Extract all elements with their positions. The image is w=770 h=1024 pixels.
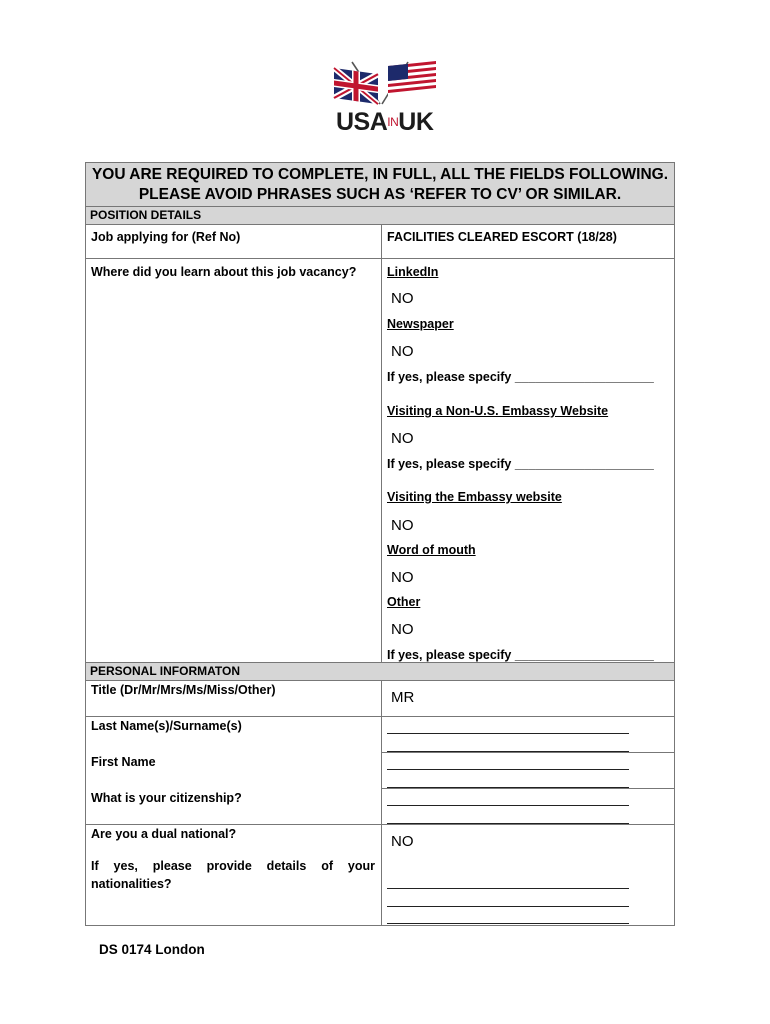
instructions-line-2: PLEASE AVOID PHRASES SUCH AS ‘REFER TO CV’ OR SIMILAR. xyxy=(138,186,622,203)
source-other-label: Other xyxy=(387,595,421,609)
source-word-of-mouth-answer[interactable]: NO xyxy=(391,569,414,586)
citizenship-label: What is your citizenship? xyxy=(91,791,242,805)
divider xyxy=(381,788,674,789)
divider xyxy=(86,716,674,717)
source-linkedin-answer[interactable]: NO xyxy=(391,290,414,307)
instructions-line-1: YOU ARE REQUIRED TO COMPLETE, IN FULL, ALL THE FIELDS FOLLOWING. xyxy=(91,166,669,183)
citizenship-input-line[interactable] xyxy=(387,805,629,806)
section-position-details: POSITION DETAILS xyxy=(86,207,674,224)
source-non-us-embassy-label: Visiting a Non-U.S. Embassy Website xyxy=(387,404,609,418)
last-name-input-line[interactable] xyxy=(387,733,629,734)
dual-national-details-input-line[interactable] xyxy=(387,906,629,907)
dual-national-details-label-line-2: nationalities? xyxy=(91,877,172,891)
divider xyxy=(381,752,674,753)
source-other-specify[interactable]: If yes, please specify ____________________ xyxy=(387,648,654,662)
section-personal-information: PERSONAL INFORMATON xyxy=(86,663,674,680)
dual-national-value[interactable]: NO xyxy=(391,833,414,850)
learn-about-vacancy-label: Where did you learn about this job vacancy? xyxy=(91,265,357,279)
divider xyxy=(86,680,674,681)
first-name-label: First Name xyxy=(91,755,156,769)
source-embassy-website-label: Visiting the Embassy website xyxy=(387,490,562,504)
source-non-us-embassy-specify[interactable]: If yes, please specify ____________________ xyxy=(387,457,654,471)
form-instructions-header xyxy=(86,163,674,207)
source-newspaper-answer[interactable]: NO xyxy=(391,343,414,360)
source-word-of-mouth-label: Word of mouth xyxy=(387,543,476,557)
dual-national-label: Are you a dual national? xyxy=(91,827,237,841)
divider xyxy=(86,824,674,825)
source-newspaper-label: Newspaper xyxy=(387,317,454,331)
application-form xyxy=(85,162,675,926)
source-newspaper-specify[interactable]: If yes, please specify ____________________ xyxy=(387,370,654,384)
dual-national-details-label-line-1: If yes, please provide details of your xyxy=(91,859,375,873)
document-code: DS 0174 London xyxy=(99,942,205,957)
job-applying-value[interactable]: FACILITIES CLEARED ESCORT (18/28) xyxy=(387,230,617,244)
dual-national-details-input-line[interactable] xyxy=(387,923,629,924)
divider xyxy=(86,258,674,259)
first-name-input-line[interactable] xyxy=(387,769,629,770)
job-applying-label: Job applying for (Ref No) xyxy=(91,230,241,244)
last-name-label: Last Name(s)/Surname(s) xyxy=(91,719,242,733)
source-embassy-website-answer[interactable]: NO xyxy=(391,517,414,534)
divider xyxy=(86,224,674,225)
dual-national-details-input-line[interactable] xyxy=(387,888,629,889)
source-non-us-embassy-answer[interactable]: NO xyxy=(391,430,414,447)
title-value[interactable]: MR xyxy=(391,689,415,706)
column-divider xyxy=(381,224,382,662)
brand-logo-text: USAINUK xyxy=(336,108,434,136)
source-other-answer[interactable]: NO xyxy=(391,621,414,638)
title-label: Title (Dr/Mr/Mrs/Ms/Miss/Other) xyxy=(91,683,276,697)
source-linkedin-label: LinkedIn xyxy=(387,265,439,279)
